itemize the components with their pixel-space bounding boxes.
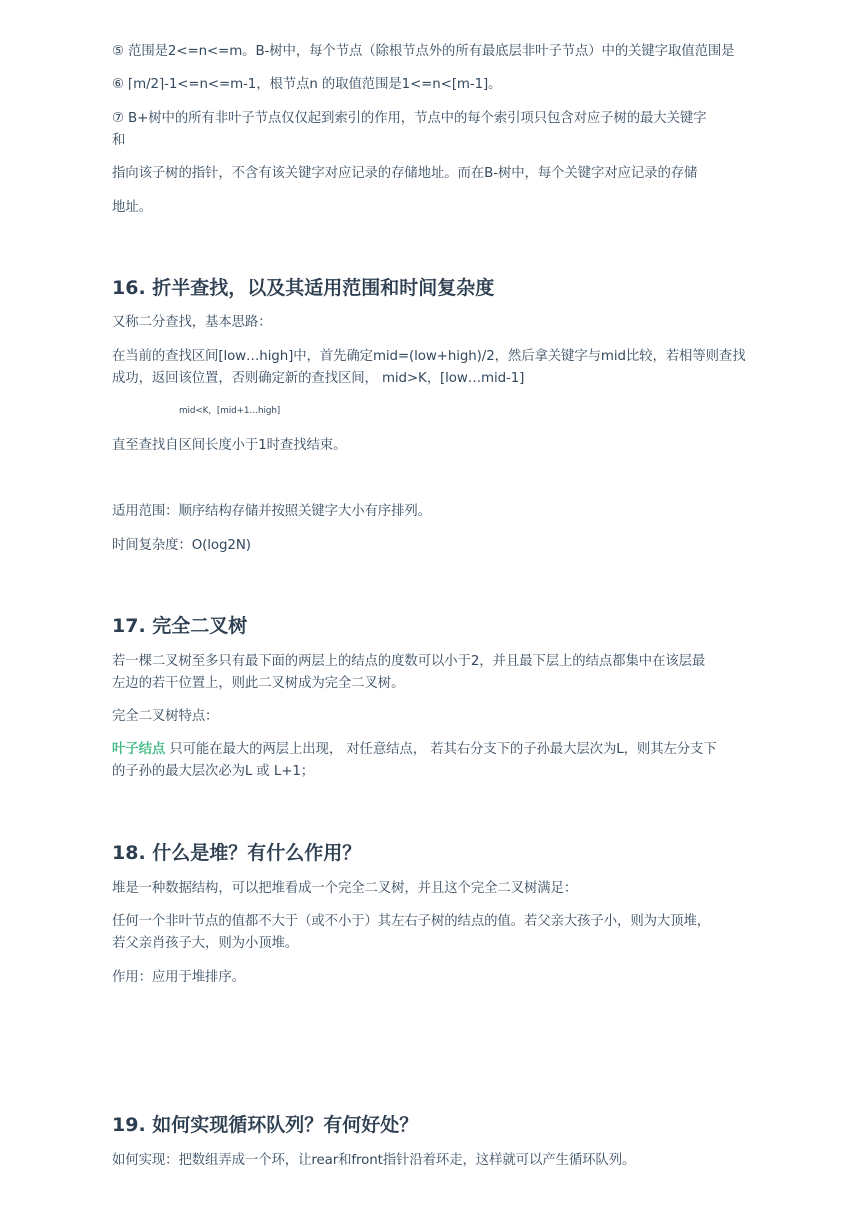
leaf-node-highlight: 叶子结点 — [112, 742, 166, 757]
b-plus-tree-rule-7-line3: 地址。 — [112, 200, 152, 215]
section-19-number: 19. — [112, 1114, 146, 1136]
complete-tree-feature — [112, 739, 760, 760]
complete-tree-feature-cont: 的子孙的最大层次必为L 或 L+1； — [112, 764, 315, 779]
section-16-heading — [112, 275, 494, 301]
section-18-number: 18. — [112, 842, 146, 864]
section-18-title: 什么是堆？有什么作用？ — [152, 842, 362, 864]
binary-search-step-1-cont: 成功，返回该位置，否则确定新的查找区间， mid>K，[low…mid-1] — [112, 371, 525, 386]
complete-tree-feature-text: 只可能在最大的两层上出现， 对任意结点， 若其右分支下的子孙最大层次为L，则其左分支下 — [165, 742, 717, 757]
heap-def: 堆是一种数据结构，可以把堆看成一个完全二叉树，并且这个完全二叉树满足： — [112, 881, 578, 896]
section-16-number: 16. — [112, 277, 146, 299]
binary-search-scope: 适用范围：顺序结构存储并按照关键字大小有序排列。 — [112, 504, 431, 519]
heap-usage: 作用：应用于堆排序。 — [112, 970, 245, 985]
complete-tree-def-cont: 左边的若干位置上，则此二叉树成为完全二叉树。 — [112, 676, 405, 691]
heap-rule-cont: 若父亲肖孩子大，则为小顶堆。 — [112, 936, 299, 951]
complete-tree-def: 若一棵二叉树至多只有最下面的两层上的结点的度数可以小于2，并且最下层上的结点都集中在该层最 — [112, 654, 706, 669]
circular-queue-how: 如何实现：把数组弄成一个环，让rear和front指针沿着环走，这样就可以产生循环队列。 — [112, 1153, 636, 1168]
section-16-title: 折半查找，以及其适用范围和时间复杂度 — [152, 277, 495, 299]
binary-search-step-1: 在当前的查找区间[low…high]中，首先确定mid=(low+high)/2，然后拿关键字与mid比较，若相等则查找 — [112, 349, 746, 364]
heap-rule: 任何一个非叶节点的值都不大于（或不小于）其左右子树的结点的值。若父亲大孩子小，则为大顶堆， — [112, 914, 711, 929]
section-17-title: 完全二叉树 — [152, 615, 248, 637]
binary-search-complexity: 时间复杂度：O(log2N) — [112, 538, 251, 553]
binary-search-intro: 又称二分查找，基本思路： — [112, 315, 272, 330]
binary-search-end: 直至查找自区间长度小于1时查找结束。 — [112, 438, 347, 453]
b-tree-rule-6: ⑥ ⌈m/2⌉-1<=n<=m-1，根节点n 的取值范围是1<=n<[m-1]。 — [112, 77, 502, 92]
section-17-heading — [112, 613, 247, 639]
b-plus-tree-rule-7-cont: 和 — [112, 133, 126, 148]
binary-search-step-2: mid<K，[mid+1…high] — [179, 406, 281, 416]
section-18-heading — [112, 840, 361, 866]
section-19-title: 如何实现循环队列？有何好处？ — [152, 1114, 419, 1136]
b-plus-tree-rule-7: ⑦ B+树中的所有非叶子节点仅仅起到索引的作用，节点中的每个索引项只包含对应子树的最大关键字 — [112, 111, 707, 126]
section-17-number: 17. — [112, 615, 146, 637]
section-19-heading — [112, 1112, 418, 1138]
b-tree-rule-5: ⑤ 范围是2<=n<=m。B-树中，每个节点（除根节点外的所有最底层非叶子节点）中的关键字取值范围是 — [112, 44, 735, 59]
b-plus-tree-rule-7-line2: 指向该子树的指针，不含有该关键字对应记录的存储地址。而在B-树中，每个关键字对应记录的存储 — [112, 166, 698, 181]
complete-tree-features-label: 完全二叉树特点： — [112, 709, 219, 724]
